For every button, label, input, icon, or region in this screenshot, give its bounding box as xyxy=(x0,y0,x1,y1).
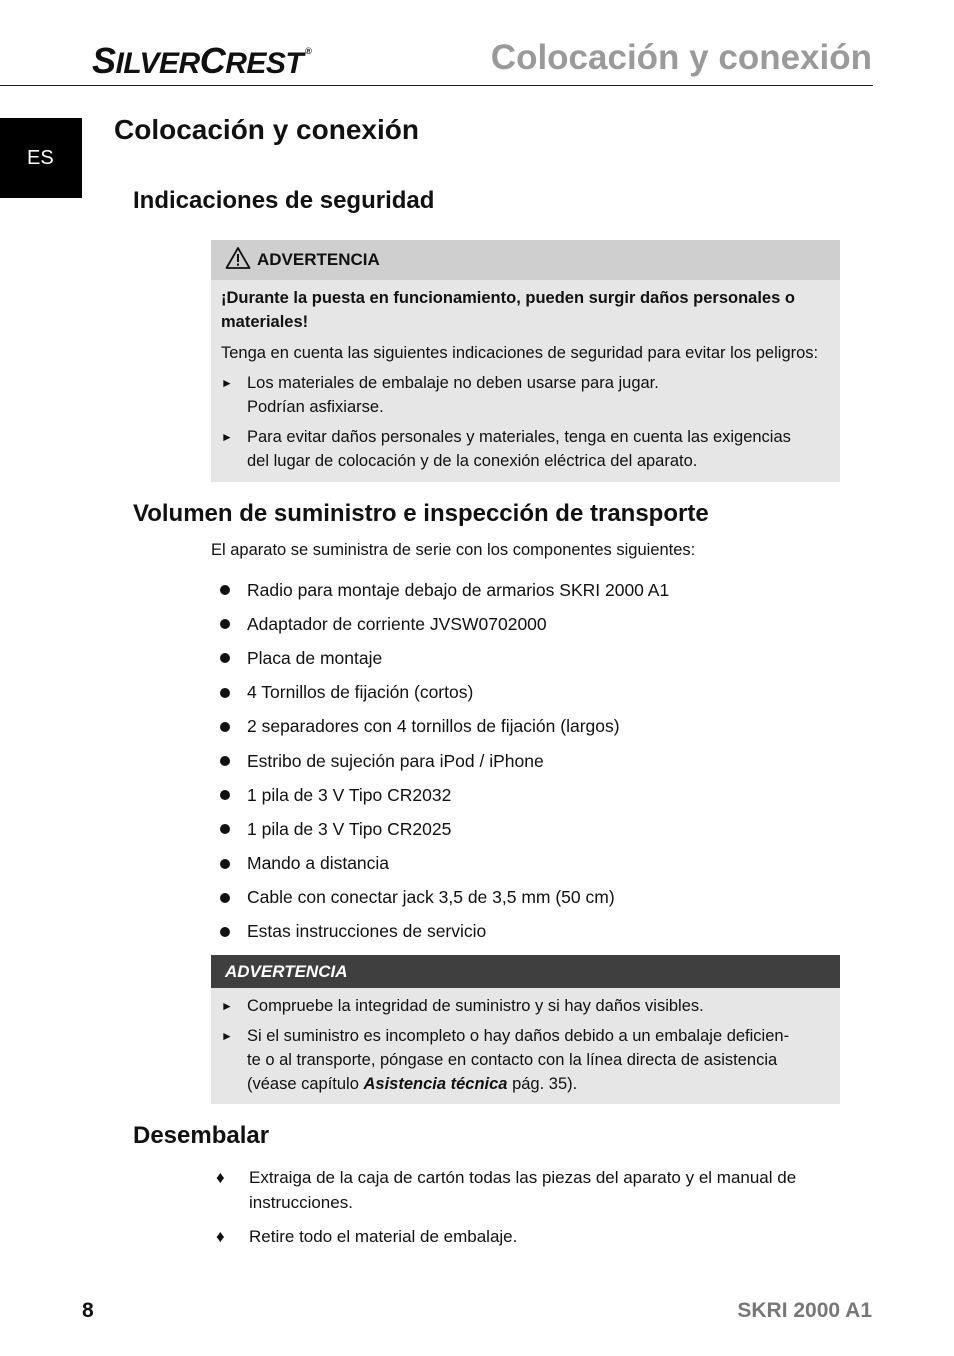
warning-triangle-icon xyxy=(225,246,251,275)
list-item-text: Retire todo el material de embalaje. xyxy=(249,1227,518,1246)
brand-logo xyxy=(92,40,311,82)
list-item xyxy=(216,573,669,607)
list-item xyxy=(221,425,830,473)
bullet-dot-icon xyxy=(220,893,230,903)
list-item-text: Cable con conectar jack 3,5 de 3,5 mm (50 cm) xyxy=(247,887,615,908)
bullet-dot-icon xyxy=(220,790,230,800)
list-item xyxy=(216,915,669,949)
list-item-text: pág. 35). xyxy=(507,1075,578,1093)
arrow-bullet-icon: ► xyxy=(221,1029,233,1043)
arrow-bullet-icon: ► xyxy=(221,999,233,1013)
section-heading-safety: Indicaciones de seguridad xyxy=(133,187,435,214)
bullet-dot-icon xyxy=(220,722,230,732)
delivery-intro: El aparato se suministra de serie con los componentes siguientes: xyxy=(211,541,696,559)
arrow-bullet-icon: ► xyxy=(221,430,233,444)
cross-reference: Asistencia técnica xyxy=(363,1075,508,1093)
warning-label: ADVERTENCIA xyxy=(257,250,380,269)
bullet-dot-icon xyxy=(220,619,230,629)
list-item xyxy=(221,371,830,419)
section-heading-delivery: Volumen de suministro e inspección de transporte xyxy=(133,500,709,527)
list-item-text: Mando a distancia xyxy=(247,853,390,874)
list-item xyxy=(221,994,830,1018)
list-item xyxy=(216,1225,836,1250)
list-item-text: Los materiales de embalaje no deben usarse para jugar. xyxy=(247,374,659,392)
logo-letter: C xyxy=(199,40,226,81)
bullet-dot-icon xyxy=(220,688,230,698)
warning-header xyxy=(211,240,840,280)
list-item-text: Estas instrucciones de servicio xyxy=(247,921,487,942)
header-divider xyxy=(0,85,873,86)
logo-text: REST xyxy=(225,47,304,80)
list-item-text: Adaptador de corriente JVSW0702000 xyxy=(247,613,547,634)
bullet-dot-icon xyxy=(220,653,230,663)
arrow-bullet-icon: ► xyxy=(221,376,233,390)
header-title: Colocación y conexión xyxy=(490,38,872,77)
warning-intro: Tenga en cuenta las siguientes indicaciones de seguridad para evitar los peligros: xyxy=(221,344,819,362)
list-item xyxy=(216,641,669,675)
bullet-dot-icon xyxy=(220,585,230,595)
delivery-list xyxy=(216,573,669,949)
list-item xyxy=(221,1024,830,1096)
section-heading-unpacking: Desembalar xyxy=(133,1122,270,1149)
list-item-text: del lugar de colocación y de la conexión eléctrica del aparato. xyxy=(247,452,698,470)
list-item-text: 4 Tornillos de fijación (cortos) xyxy=(247,682,474,703)
list-item xyxy=(216,847,669,881)
logo-text: ILVER xyxy=(115,47,200,80)
list-item xyxy=(216,676,669,710)
bullet-dot-icon xyxy=(220,927,230,937)
list-item-text: instrucciones. xyxy=(249,1192,353,1212)
list-item xyxy=(216,607,669,641)
list-item xyxy=(216,710,669,744)
list-item xyxy=(216,744,669,778)
model-name: SKRI 2000 A1 xyxy=(737,1299,872,1322)
page-title: Colocación y conexión xyxy=(114,114,419,145)
page-number: 8 xyxy=(82,1299,94,1322)
list-item-text: Si el suministro es incompleto o hay daños debido a un embalaje deficien- xyxy=(247,1027,790,1045)
list-item xyxy=(216,881,669,915)
list-item-text: 1 pila de 3 V Tipo CR2032 xyxy=(247,784,452,805)
warning-bold-text: ¡Durante la puesta en funcionamiento, pueden surgir daños personales o materiales! xyxy=(221,289,795,331)
warning-header: ADVERTENCIA xyxy=(211,955,840,988)
language-tab: ES xyxy=(0,118,82,198)
diamond-bullet-icon: ♦ xyxy=(216,1227,225,1246)
list-item xyxy=(216,778,669,812)
list-item xyxy=(216,812,669,846)
bullet-dot-icon xyxy=(220,824,230,834)
list-item-text: Extraiga de la caja de cartón todas las piezas del aparato y el manual de xyxy=(249,1168,797,1187)
logo-letter: S xyxy=(92,40,116,81)
list-item xyxy=(216,1166,836,1215)
safety-warning-box xyxy=(211,240,840,482)
diamond-bullet-icon: ♦ xyxy=(216,1168,225,1187)
list-item-text: Compruebe la integridad de suministro y si hay daños visibles. xyxy=(247,997,704,1015)
list-item-text: te o al transporte, póngase en contacto con la línea directa de asistencia xyxy=(247,1051,778,1069)
list-item-text: 1 pila de 3 V Tipo CR2025 xyxy=(247,818,452,839)
list-item-text: Para evitar daños personales y materiales, tenga en cuenta las exigencias xyxy=(247,428,791,446)
list-item-text: 2 separadores con 4 tornillos de fijación (largos) xyxy=(247,716,620,737)
list-item-text: Radio para montaje debajo de armarios SKRI 2000 A1 xyxy=(247,579,670,600)
bullet-dot-icon xyxy=(220,756,230,766)
registered-mark: ® xyxy=(305,46,312,56)
list-item-text: (véase capítulo xyxy=(247,1075,364,1093)
list-item-text: Placa de montaje xyxy=(247,647,383,668)
list-item-text: Podrían asfixiarse. xyxy=(247,398,384,416)
bullet-dot-icon xyxy=(220,859,230,869)
list-item-text: Estribo de sujeción para iPod / iPhone xyxy=(247,750,544,771)
delivery-warning-box xyxy=(211,955,840,1104)
